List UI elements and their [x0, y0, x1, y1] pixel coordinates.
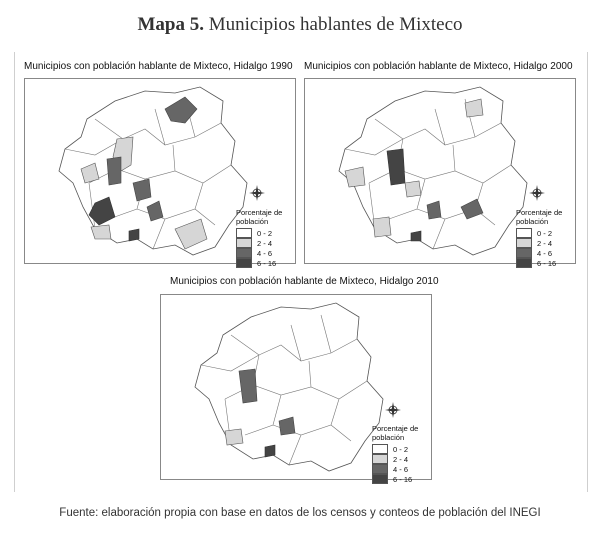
- legend-item: 4 - 6: [372, 464, 418, 474]
- legend-swatch: [236, 248, 252, 258]
- figure-title-text: Municipios hablantes de Mixteco: [208, 14, 463, 35]
- legend-1990: [236, 208, 282, 268]
- compass-1990: [248, 184, 266, 202]
- legend-swatch: [516, 228, 532, 238]
- legend-swatch: [236, 258, 252, 268]
- legend-title: Porcentaje de población: [372, 424, 419, 442]
- legend-swatch: [516, 258, 532, 268]
- map-title-1990: Municipios con población hablante de Mixteco, Hidalgo 1990: [24, 61, 293, 72]
- legend-item: 2 - 4: [372, 454, 418, 464]
- legend-swatch: [236, 228, 252, 238]
- legend-item: 6 - 16: [236, 258, 282, 268]
- legend-swatch: [372, 474, 388, 484]
- legend-item: 4 - 6: [236, 248, 282, 258]
- legend-title: Porcentaje de población: [236, 208, 283, 226]
- legend-2000: [516, 208, 562, 268]
- legend-item: 0 - 2: [236, 228, 282, 238]
- legend-swatch: [372, 444, 388, 454]
- legend-2010: [372, 424, 418, 484]
- compass-2010: [384, 401, 402, 419]
- legend-item: 0 - 2: [516, 228, 562, 238]
- legend-swatch: [516, 248, 532, 258]
- legend-item: 2 - 4: [236, 238, 282, 248]
- legend-item: 0 - 2: [372, 444, 418, 454]
- figure-title-prefix: Mapa 5.: [137, 14, 204, 35]
- legend-item: 2 - 4: [516, 238, 562, 248]
- legend-swatch: [236, 238, 252, 248]
- legend-item: 6 - 16: [372, 474, 418, 484]
- figure-title: [0, 14, 600, 36]
- compass-2000: [528, 184, 546, 202]
- legend-swatch: [372, 464, 388, 474]
- legend-swatch: [516, 238, 532, 248]
- map-title-2000: Municipios con población hablante de Mixteco, Hidalgo 2000: [304, 61, 573, 72]
- legend-title: Porcentaje de población: [516, 208, 563, 226]
- map-title-2010: Municipios con población hablante de Mixteco, Hidalgo 2010: [170, 276, 439, 287]
- source-note: Fuente: elaboración propia con base en datos de los censos y conteos de población del INEGI: [59, 507, 541, 519]
- legend-item: 4 - 6: [516, 248, 562, 258]
- legend-item: 6 - 16: [516, 258, 562, 268]
- legend-swatch: [372, 454, 388, 464]
